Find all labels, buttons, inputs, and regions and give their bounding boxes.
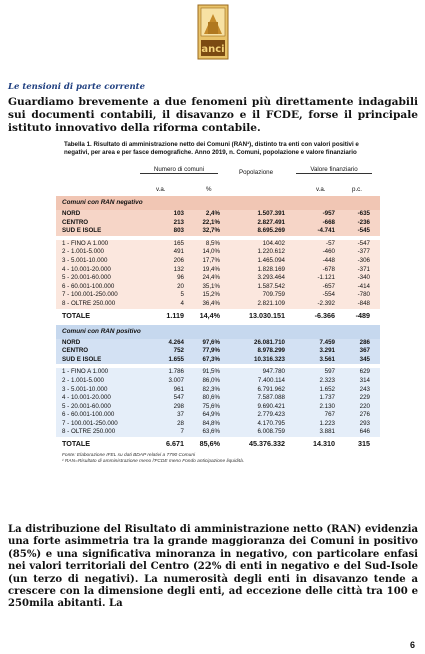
row-pct: 64,9% — [202, 411, 220, 419]
table-row — [56, 377, 380, 386]
row-label: 1 - FINO A 1.000 — [62, 368, 109, 376]
row-va: 2.323 — [319, 376, 335, 384]
row-n: 20 — [177, 282, 184, 290]
row-pct: 86,0% — [202, 376, 220, 384]
table-row — [56, 210, 380, 219]
row-label: 6 - 60.001-100.000 — [62, 282, 115, 290]
row-pc: -848 — [357, 299, 370, 307]
row-pop: 7.400.114 — [257, 376, 285, 384]
row-pct: 36,4% — [202, 299, 220, 307]
row-pop: 2.779.423 — [257, 411, 285, 419]
row-n: 1.655 — [168, 355, 184, 363]
positive-title: Comuni con RAN positivo — [56, 325, 380, 339]
row-pop: 10.316.323 — [254, 355, 285, 363]
row-label: 4 - 10.001-20.000 — [62, 265, 111, 273]
row-pct: 91,5% — [202, 368, 220, 376]
row-va: -678 — [322, 265, 335, 273]
row-va: -957 — [322, 210, 335, 217]
source-note: Fonte: Elaborazione IFEL su dati BDAP relativi a 7790 Comuni — [62, 453, 196, 459]
row-pop: 3.293.464 — [257, 274, 285, 282]
row-va: -57 — [326, 239, 335, 247]
row-pct: 82,3% — [202, 385, 220, 393]
table-row — [56, 266, 380, 275]
row-pop: 2.827.491 — [257, 218, 285, 226]
header-pct: % — [206, 186, 212, 193]
table-header — [56, 166, 380, 196]
row-n: 547 — [173, 394, 184, 402]
row-n: 4 — [180, 299, 184, 307]
row-label: CENTRO — [62, 218, 89, 226]
row-pc: 293 — [359, 419, 370, 427]
row-pc: 220 — [359, 402, 370, 410]
ran-table — [56, 166, 380, 465]
table-row — [56, 394, 380, 403]
row-pc: 286 — [359, 338, 370, 346]
row-pc: -377 — [357, 248, 370, 256]
anci-logo — [197, 4, 229, 60]
total-pop: 13.030.151 — [249, 310, 285, 320]
negative-total-row — [56, 309, 380, 323]
row-n: 165 — [173, 239, 184, 247]
row-pct: 24,4% — [202, 274, 220, 282]
row-pc: 629 — [359, 368, 370, 376]
logo-text: anci — [201, 44, 225, 55]
row-pct: 67,3% — [202, 355, 220, 363]
row-pct: 84,8% — [202, 419, 220, 427]
body-paragraph: La distribuzione del Risultato di amministrazione netto (RAN) evidenzia una forte asimmetria tra la grande maggioranza dei Comuni in positivo (85%) e una significativa minoranza in negativo, con particolare enfasi nei valori territoriali del Centro (22% di enti in negativo e del Sud-Isole (un terzo di negativi). La numerosità degli enti in disavanzo tende a crescere con la dimensione degli enti, ad eccezione delle città tra 100 e 250mila abitanti. La — [8, 524, 418, 610]
row-pc: -545 — [357, 227, 370, 235]
row-pc: -547 — [357, 239, 370, 247]
row-n: 213 — [173, 218, 184, 226]
table-row — [56, 368, 380, 377]
row-pop: 6.791.962 — [257, 385, 285, 393]
header-popolazione: Popolazione — [238, 169, 274, 176]
row-n: 752 — [173, 347, 184, 355]
row-pop: 8.978.299 — [257, 347, 285, 355]
header-va-1: v.a. — [156, 186, 166, 193]
footnote: ¹ RAN=Risultato di amministrazione meno l'FCDE meno Fondo anticipazione liquidità. — [62, 459, 245, 465]
header-va-2: v.a. — [316, 186, 326, 193]
row-n: 5 — [180, 291, 184, 299]
total-va: -6.366 — [314, 310, 335, 320]
table-row — [56, 411, 380, 420]
section-title: Le tensioni di parte corrente — [8, 82, 145, 92]
row-pc: -635 — [357, 210, 370, 217]
table-row — [56, 219, 380, 228]
row-va: -460 — [322, 248, 335, 256]
row-pop: 26.081.710 — [254, 338, 285, 346]
total-pc: 315 — [358, 439, 370, 449]
row-label: NORD — [62, 210, 81, 217]
row-pct: 14,0% — [202, 248, 220, 256]
row-pop: 1.587.542 — [257, 282, 285, 290]
table-row — [56, 356, 380, 365]
row-va: 1.223 — [319, 419, 335, 427]
total-n: 1.119 — [166, 310, 184, 320]
row-pop: 4.170.795 — [257, 419, 285, 427]
row-label: 3 - 5.001-10.000 — [62, 385, 108, 393]
table-row — [56, 248, 380, 257]
row-n: 803 — [173, 227, 184, 235]
table-row — [56, 386, 380, 395]
row-pc: 367 — [359, 347, 370, 355]
row-n: 298 — [173, 402, 184, 410]
total-label: TOTALE — [62, 439, 91, 449]
negative-title: Comuni con RAN negativo — [56, 196, 380, 210]
row-label: 5 - 20.001-60.000 — [62, 402, 111, 410]
row-n: 1.786 — [168, 368, 184, 376]
row-pct: 75,6% — [202, 402, 220, 410]
row-pct: 8,5% — [205, 239, 220, 247]
row-pc: -340 — [357, 274, 370, 282]
total-pop: 45.376.332 — [249, 439, 285, 449]
row-label: 5 - 20.001-60.000 — [62, 274, 111, 282]
row-pc: -306 — [357, 256, 370, 264]
table-row — [56, 283, 380, 292]
negative-block — [56, 196, 380, 323]
table-row — [56, 420, 380, 429]
row-label: SUD E ISOLE — [62, 355, 102, 363]
row-pc: -414 — [357, 282, 370, 290]
row-pc: -780 — [357, 291, 370, 299]
row-pct: 77,9% — [202, 347, 220, 355]
row-label: SUD E ISOLE — [62, 227, 102, 235]
row-pop: 1.828.169 — [257, 265, 285, 273]
table-row — [56, 240, 380, 249]
row-n: 28 — [177, 419, 184, 427]
row-pct: 80,6% — [202, 394, 220, 402]
row-pop: 1.220.612 — [257, 248, 285, 256]
row-n: 4.264 — [168, 338, 184, 346]
row-label: 7 - 100.001-250.000 — [62, 291, 118, 299]
row-pct: 97,6% — [202, 338, 220, 346]
row-pc: 276 — [359, 411, 370, 419]
table-row — [56, 347, 380, 356]
row-label: 8 - OLTRE 250.000 — [62, 299, 116, 307]
positive-total-row — [56, 437, 380, 451]
row-n: 103 — [173, 210, 184, 217]
row-label: 7 - 100.001-250.000 — [62, 419, 118, 427]
row-pc: -236 — [357, 218, 370, 226]
header-valore-finanziario: Valore finanziario — [296, 166, 372, 174]
row-pc: 243 — [359, 385, 370, 393]
row-pct: 15,2% — [202, 291, 220, 299]
row-va: 2.130 — [319, 402, 335, 410]
row-va: -2.392 — [317, 299, 335, 307]
row-pct: 2,4% — [205, 210, 220, 217]
row-pc: 345 — [359, 355, 370, 363]
row-pct: 63,6% — [202, 428, 220, 436]
row-n: 491 — [173, 248, 184, 256]
row-label: NORD — [62, 338, 81, 346]
header-pc: p.c. — [352, 186, 362, 193]
row-n: 96 — [177, 274, 184, 282]
table-row — [56, 257, 380, 266]
total-label: TOTALE — [62, 310, 91, 320]
row-pct: 22,1% — [202, 218, 220, 226]
total-va: 14.310 — [313, 439, 335, 449]
row-va: -657 — [322, 282, 335, 290]
intro-paragraph: Guardiamo brevemente a due fenomeni più direttamente indagabili sui documenti contabili, il disavanzo e il FCDE, forse il principale istituto innovativo della riforma contabile. — [8, 96, 418, 134]
table-row — [56, 300, 380, 309]
row-va: -1.121 — [317, 274, 335, 282]
row-pc: 229 — [359, 394, 370, 402]
row-pop: 9.690.421 — [257, 402, 285, 410]
row-pc: -371 — [357, 265, 370, 273]
row-va: -554 — [322, 291, 335, 299]
page-number: 6 — [409, 640, 415, 650]
total-pct: 85,6% — [199, 439, 220, 449]
row-va: 3.561 — [319, 355, 335, 363]
row-va: 597 — [324, 368, 335, 376]
row-va: 1.737 — [319, 394, 335, 402]
row-va: -4.741 — [317, 227, 335, 235]
row-n: 7 — [180, 428, 184, 436]
row-va: 3.291 — [319, 347, 335, 355]
row-n: 3.007 — [168, 376, 184, 384]
table-row — [56, 339, 380, 348]
row-n: 37 — [177, 411, 184, 419]
table-notes — [56, 453, 380, 465]
row-pop: 104.402 — [262, 239, 285, 247]
row-pop: 947.780 — [262, 368, 285, 376]
row-pop: 709.759 — [262, 291, 285, 299]
table-row — [56, 403, 380, 412]
row-pop: 7.587.088 — [257, 394, 285, 402]
table-row — [56, 428, 380, 437]
row-label: CENTRO — [62, 347, 89, 355]
total-pc: -489 — [355, 310, 370, 320]
row-pop: 8.695.269 — [257, 227, 285, 235]
header-numero-comuni: Numero di comuni — [140, 166, 218, 174]
row-va: -668 — [322, 218, 335, 226]
row-va: 1.652 — [319, 385, 335, 393]
row-pop: 1.507.391 — [257, 210, 285, 217]
row-label: 8 - OLTRE 250.000 — [62, 428, 116, 436]
row-n: 206 — [173, 256, 184, 264]
row-va: -448 — [322, 256, 335, 264]
row-label: 1 - FINO A 1.000 — [62, 239, 109, 247]
table-row — [56, 227, 380, 236]
row-va: 7.459 — [319, 338, 335, 346]
table-caption: Tabella 1. Risultato di amministrazione netto dei Comuni (RAN¹), distinto tra enti con valori positivi e negativi, per area e per fasce demografiche. Anno 2019, n. Comuni, popolazione e valore finanziario — [64, 141, 359, 156]
row-n: 961 — [173, 385, 184, 393]
row-pct: 17,7% — [202, 256, 220, 264]
row-pop: 1.465.094 — [257, 256, 285, 264]
row-pct: 35,1% — [202, 282, 220, 290]
positive-block — [56, 325, 380, 452]
row-pct: 19,4% — [202, 265, 220, 273]
row-label: 2 - 1.001-5.000 — [62, 248, 104, 256]
row-pc: 646 — [359, 428, 370, 436]
row-va: 3.881 — [319, 428, 335, 436]
total-pct: 14,4% — [199, 310, 220, 320]
row-label: 4 - 10.001-20.000 — [62, 394, 111, 402]
row-label: 6 - 60.001-100.000 — [62, 411, 115, 419]
table-row — [56, 274, 380, 283]
row-pc: 314 — [359, 376, 370, 384]
row-pop: 6.008.759 — [257, 428, 285, 436]
row-pop: 2.821.109 — [257, 299, 285, 307]
row-label: 2 - 1.001-5.000 — [62, 376, 104, 384]
row-va: 767 — [324, 411, 335, 419]
row-n: 132 — [173, 265, 184, 273]
total-n: 6.671 — [166, 439, 184, 449]
table-row — [56, 291, 380, 300]
row-label: 3 - 5.001-10.000 — [62, 256, 108, 264]
row-pct: 32,7% — [202, 227, 220, 235]
